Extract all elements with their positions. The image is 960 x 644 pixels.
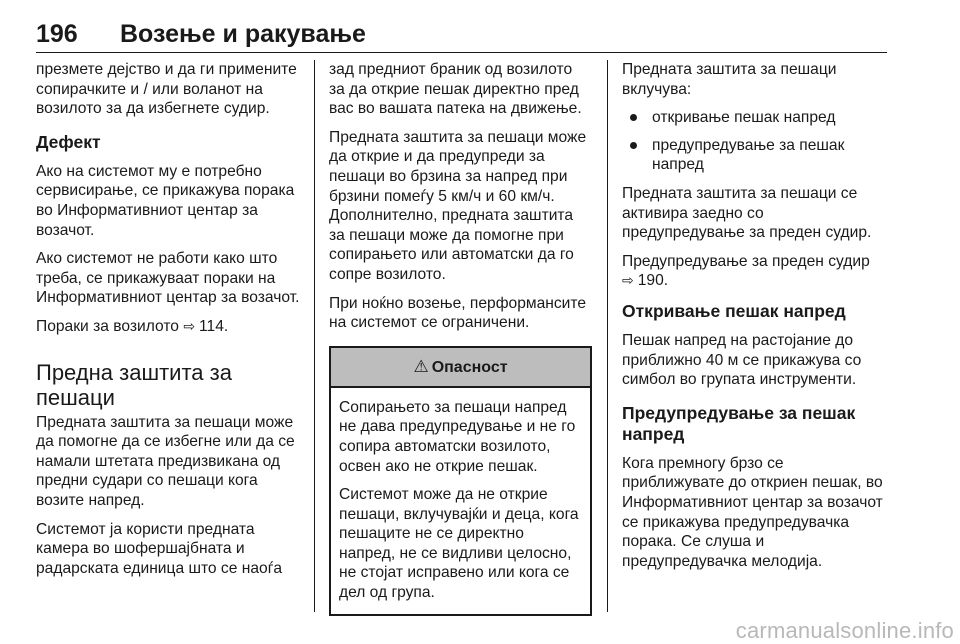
warning-body <box>331 388 590 614</box>
reference-page[interactable]: 190. <box>637 272 669 290</box>
header-rule <box>36 52 887 53</box>
paragraph: Предната заштита за пешаци се активира заедно со предупредување за преден судир. <box>622 184 872 242</box>
paragraph: Ако на системот му е потребно сервисирање, се прикажува порака во Информативниот центар за возачот. <box>36 162 295 239</box>
bullet-icon <box>630 142 637 149</box>
heading-defect: Дефект <box>36 131 101 152</box>
reference-page[interactable]: 114. <box>199 317 229 335</box>
bullet-icon <box>630 114 637 121</box>
paragraph: Предната заштита за пешаци вклучува: <box>622 61 837 98</box>
page-reference-icon: ⇨ <box>622 272 634 289</box>
column-2 <box>329 60 592 616</box>
page-header <box>36 20 886 54</box>
warning-paragraph: Сопирањето за пешаци напред не дава предупредување и не го сопира автоматски возилото, освен ако не открие пешак. <box>339 398 576 475</box>
paragraph: Предната заштита за пешаци може да открие и да предупреди за пешаци во брзина за напред при брзини помеѓу 5 км/ч и 60 км/ч. Дополнително, предната заштита за пешаци може да помогне при сопирањето или автоматски да го сопре возилото. <box>329 128 587 283</box>
column-divider-2 <box>607 60 608 612</box>
paragraph: При ноќно возење, перформансите на системот се ограничени. <box>329 294 587 332</box>
column-divider-1 <box>314 60 315 612</box>
list-item: откривање пешак напред <box>622 108 887 128</box>
paragraph: зад предниот браник од возилото за да открие пешак директно пред вас во вашата патека на движење. <box>329 61 582 118</box>
paragraph: Кога премногу брзо се приближувате до откриен пешак, во Информативниот центар за возачот се прикажува предупредувачка порака. Се слуша и предупредувачка мелодија. <box>622 454 883 570</box>
column-3 <box>622 60 887 580</box>
paragraph: Системот ја користи предната камера во шофершајбната и радарската единица што се наоѓа <box>36 520 283 577</box>
watermark: carmanualsonline.info <box>735 618 954 643</box>
reference-text: Предупредување за преден судир <box>622 252 870 270</box>
feature-list <box>622 108 887 175</box>
paragraph: Предната заштита за пешаци може да помогне да се избегне или да се намали штетата предизвикана од предни судари со пешаци кога возите напред. <box>36 413 295 509</box>
warning-header <box>331 348 590 388</box>
heading-pedestrian-detection: Откривање пешак напред <box>622 300 846 321</box>
heading-pedestrian-warning: Предупредување за пешак напред <box>622 402 856 444</box>
section-heading: Предна заштита за пешаци <box>36 359 232 410</box>
paragraph-reference <box>36 317 300 337</box>
warning-title: Опасност <box>431 358 508 376</box>
paragraph-reference <box>622 252 887 291</box>
warning-paragraph: Системот може да не открие пешаци, вклучувајќи и деца, кога пешаците не се директно напред, не се видливи целосно, не стојат исправено или кога се дел од група. <box>339 486 579 602</box>
warning-box <box>329 346 592 616</box>
column-1 <box>36 60 300 587</box>
page-number: 196 <box>36 20 78 48</box>
warning-triangle-icon: ⚠ <box>413 356 429 376</box>
page-title: Возење и ракување <box>120 20 366 48</box>
paragraph: презмете дејство и да ги примените сопирачките и / или воланот на возилото за да избегнете судир. <box>36 61 297 118</box>
page-reference-icon: ⇨ <box>183 317 196 334</box>
list-item: предупредување за пешак напред <box>622 136 887 175</box>
paragraph: Пешак напред на растојание до приближно 40 м се прикажува со симбол во групата инструменти. <box>622 331 862 389</box>
paragraph: Ако системот не работи како што треба, се прикажуваат пораки на Информативниот центар за возачот. <box>36 250 300 307</box>
reference-text: Пораки за возилото <box>36 317 179 335</box>
